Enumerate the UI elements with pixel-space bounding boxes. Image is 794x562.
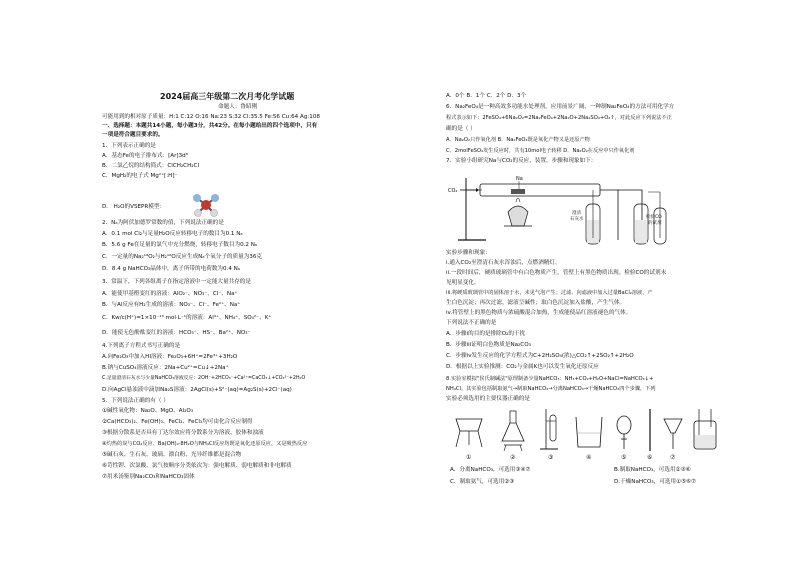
apparatus-separatory-funnel <box>617 416 631 449</box>
svg-text:检验CO 的试剂 <box>646 213 663 226</box>
q6-stem-end: 确的是（ ） <box>446 126 476 132</box>
q7-step-4: iv.将管壁上的黑色物质与浓硫酸混合加热，生成能使品红溶液褪色的气体。 <box>446 310 632 316</box>
q5-item-2: ②Ca(HCO₃)₂、Fe(OH)₃、FeCl₂、FeCl₃均可由化合反应制得 <box>102 419 253 425</box>
label-2: ② <box>510 454 516 461</box>
q5-item-5: ⑤碱石灰、生石灰、玻璃、漂白粉、光导纤维都是混合物 <box>102 452 242 458</box>
q4-option-a: A.向Fe₂O₃中加入HI溶液：Fe₂O₃+6H⁺=2Fe³⁺+3H₂O <box>102 354 238 360</box>
apparatus-gas-bottle <box>694 409 716 449</box>
svg-text:① ② ③ ④ <box>466 454 676 461</box>
q2-option-d: D．8.4 g NaHCO₃晶体中，离子所带的电荷数为0.4 Nₐ <box>102 266 241 272</box>
svg-text:澄清 石灰水 <box>570 209 584 222</box>
water-vsepr-model <box>190 192 222 218</box>
q1-option-b: B．二氯乙烷的结构简式：ClCH₂CH₂Cl <box>102 163 199 169</box>
label-5: ⑤ <box>621 454 627 461</box>
label-1: ① <box>466 454 472 461</box>
apparatus-beaker <box>576 417 602 447</box>
q4-option-b: B.钠与CuSO₄溶液反应：2Na+Cu²⁺=Cu↓+2Na⁺ <box>102 365 229 371</box>
label-6: ⑥ <box>647 454 653 461</box>
q5-item-3: ③根据分散系是否具有丁达尔效应将分散系分为溶液、胶体和浊液 <box>102 430 264 436</box>
q5-stem: 5．下列说法正确的有（ ） <box>102 398 169 404</box>
q3-option-b: B．与Al反应有H₂生成的溶液：NO₃⁻、Cl⁻、Fe²⁺、Na⁺ <box>102 302 241 308</box>
q7-stem: 7．实验小组研究Na与CO₂的反应，装置、步骤和现象如下： <box>446 158 597 164</box>
q1-stem: 1．下列表示正确的是 <box>102 143 156 149</box>
co-test-label-1: 检验CO <box>646 215 662 220</box>
q4-option-d: D.向AgCl悬浊液中滴加Na₂S溶液：2AgCl(s)+S²⁻(aq)=Ag₂S(s)+2Cl⁻(aq) <box>102 387 292 393</box>
lime-water-label-2: 石灰水 <box>570 217 584 222</box>
q7-option-b: B．步骤iii证明白色物质是Na₂CO₃ <box>446 342 531 348</box>
q3-stem: 3．常温下，下列各组离子在指定溶液中一定能大量共存的是 <box>102 279 251 285</box>
q8-option-a: A．分离NaHCO₃，可选用③④⑦ <box>450 467 531 473</box>
q6-equation: 程式表示如下：2FeSO₄+6Na₂O₂=2Na₂FeO₄+2Na₂O+2Na₂SO₄+O₂↑，对此反应下列说法不正 <box>446 115 672 121</box>
q8-stem-cont: NH₄Cl。其实验包括制取氨气→制取NaHCO₃→分离NaHCO₃→干燥NaHCO₃四个步骤，下列 <box>446 386 656 392</box>
q7-step-3: iii.将硬质玻璃管中的固体溶于水，未见气泡产生；过滤，向滤液中加入过量BaCl₂溶液，产 <box>446 290 653 296</box>
exam-author: 命题人：鲁昭俐 <box>218 104 258 110</box>
q7-option-c: C．步骤iv发生反应的化学方程式为C+2H₂SO₄(浓)△CO₂↑+2SO₂↑+2H₂O <box>446 353 634 359</box>
q1-option-a: A．基态Fe的电子排布式：[Ar]3d⁶ <box>102 153 188 159</box>
q7-step-2-cont: 见明显变化。 <box>446 280 480 286</box>
q3-option-d: D．能使无色酚酞变红的溶液：HCO₃⁻、HS⁻、Ba²⁺、NO₃⁻ <box>102 330 251 336</box>
co-test-label-2: 的试剂 <box>648 221 662 226</box>
q5-item-7: ⑦用米汤鉴别Na₂CO₃和NaHCO₃固体 <box>102 474 195 480</box>
q4-option-c: C.足量澄清石灰水与少量NaHCO₃溶液反应：2OH⁻+2HCO₃⁻+Ca²⁺=CaCO₃↓+CO₃²⁻+2H₂O <box>102 376 306 381</box>
q2-stem: 2．Nₐ为阿伏加德罗常数的值，下列说法正确的是 <box>102 220 224 226</box>
q2-option-a: A．0.1 mol Cl₂与足量H₂O反应转移电子的数目为0.1 Nₐ <box>102 231 243 237</box>
q7-step-3-cont: 生白色沉淀；再次过滤，滤液呈碱性；取白色沉淀加入盐酸，产生气体。 <box>446 300 626 306</box>
na-label: Na <box>516 176 523 182</box>
q8-option-d: D.干燥NaHCO₃，可选用①⑤⑥⑦ <box>614 479 697 485</box>
q2-option-b: B．5.6 g Fe在足量的氯气中充分燃烧，转移电子数目为0.2 Nₐ <box>102 242 258 248</box>
q5-options: A．0个 B．1个 C．2个 D．3个 <box>446 93 527 99</box>
q8-stem-end: 实验必须选用的主要仪器正确的是 <box>446 396 530 402</box>
q6-options-ab: A．Na₂O₂只作氧化剂 B．Na₂FeO₄既是氧化产物又是还原产物 <box>446 137 590 143</box>
lime-water-label-1: 澄清 <box>572 211 581 216</box>
section1-instructions: 一、选择题：本题共14小题，每小题3分，共42分。在每小题给出的四个选项中，只有 <box>102 123 318 129</box>
q7-option-a: A．步骤i的目的是排除O₂的干扰 <box>446 331 526 337</box>
q8-stem: 8.实验室模拟"侯氏制碱法"原理制备少量NaHCO₃：NH₃+CO₂+H₂O+NaCl=NaHCO₃↓+ <box>446 376 654 382</box>
atomic-masses: 可能用到的相对原子质量：H:1 C:12 O:16 Na:23 S:32 Cl:35.5 Fe:56 Cu:64 Ag:108 <box>102 114 320 120</box>
q1-option-d: D． H₂O的VSEPR模型： <box>102 204 166 210</box>
section1-instructions-cont: 一项是符合题目要求的。 <box>102 132 164 138</box>
q4-stem: 4.下列离子方程式书写正确的是 <box>102 343 181 349</box>
label-7: ⑦ <box>670 454 676 461</box>
q7-option-d: D．根据以上实验推测：CO₂与金属K也可以发生氧化还原反应 <box>446 364 599 370</box>
q6-stem: 6．Na₂FeO₄是一种高效多功能水处理剂，应用前景广阔，一种制Na₂FeO₄的方法可用化学方 <box>446 104 675 110</box>
label-4: ④ <box>586 454 592 461</box>
q3-option-a: A．能使甲基橙变红的溶液：AlO₂⁻、NO₃⁻、Cl⁻、Na⁺ <box>102 291 238 297</box>
q5-item-4: ④灼热的炭与CO₂反应、Ba(OH)₂·8H₂O与NH₄Cl反应均既是氧化还原反应，又是吸热反应 <box>102 441 308 447</box>
label-3: ③ <box>548 454 554 461</box>
co2-label: CO₂ <box>448 188 458 194</box>
apparatus-flask <box>502 411 524 451</box>
lab-apparatus-row <box>446 405 746 461</box>
exam-title: 2024届高三年级第二次月考化学试题 <box>160 92 295 101</box>
q5-item-6: ⑥苛性钾、次氯酸、氯气按顺序分类依次为：强电解质、弱电解质和非电解质 <box>102 463 292 469</box>
q7-step-1: i.通入CO₂至澄清石灰水浑浊后，点燃酒精灯。 <box>446 260 561 266</box>
q5-item-1: ①碱性氧化物：Na₂O、MgO、Al₂O₃ <box>102 408 194 414</box>
apparatus-funnel <box>664 419 682 449</box>
q8-option-b: B.制取NaHCO₃，可选用②③⑥ <box>614 467 691 473</box>
q6-options-cd: C．2molFeSO₄发生反应时，共有10mol电子转移 D．Na₂O₂在反应中只作氧化剂 <box>446 148 635 154</box>
q2-option-c: C．一定量的Na₂¹⁸O₂与H₂¹⁶O反应生成Nₐ个氧分子的质量为36克 <box>102 254 263 260</box>
q7-steps-heading: 实验步骤和现象： <box>446 250 491 256</box>
q3-option-c: C．Kw/c(H⁺)=1×10⁻¹³ mol·L⁻¹的溶液：Al³⁺、NH₄⁺、SO₄²⁻、K⁺ <box>102 315 272 321</box>
q7-step-2: ii.一段时间后，硬质玻璃管中有白色物质产生，管壁上有黑色物质出现。检验CO的试剂未 <box>446 270 667 276</box>
q8-option-c: C．制取氨气，可选用②③ <box>450 479 515 485</box>
q1-option-c: C．MgH₂的电子式 Mg²⁺[:H]⁻ <box>102 173 178 179</box>
na-co2-apparatus <box>446 168 676 250</box>
apparatus-test-tube <box>540 409 558 449</box>
apparatus-evaporating-dish <box>456 419 482 447</box>
q7-question: 下列说法不正确的是 <box>446 320 497 326</box>
